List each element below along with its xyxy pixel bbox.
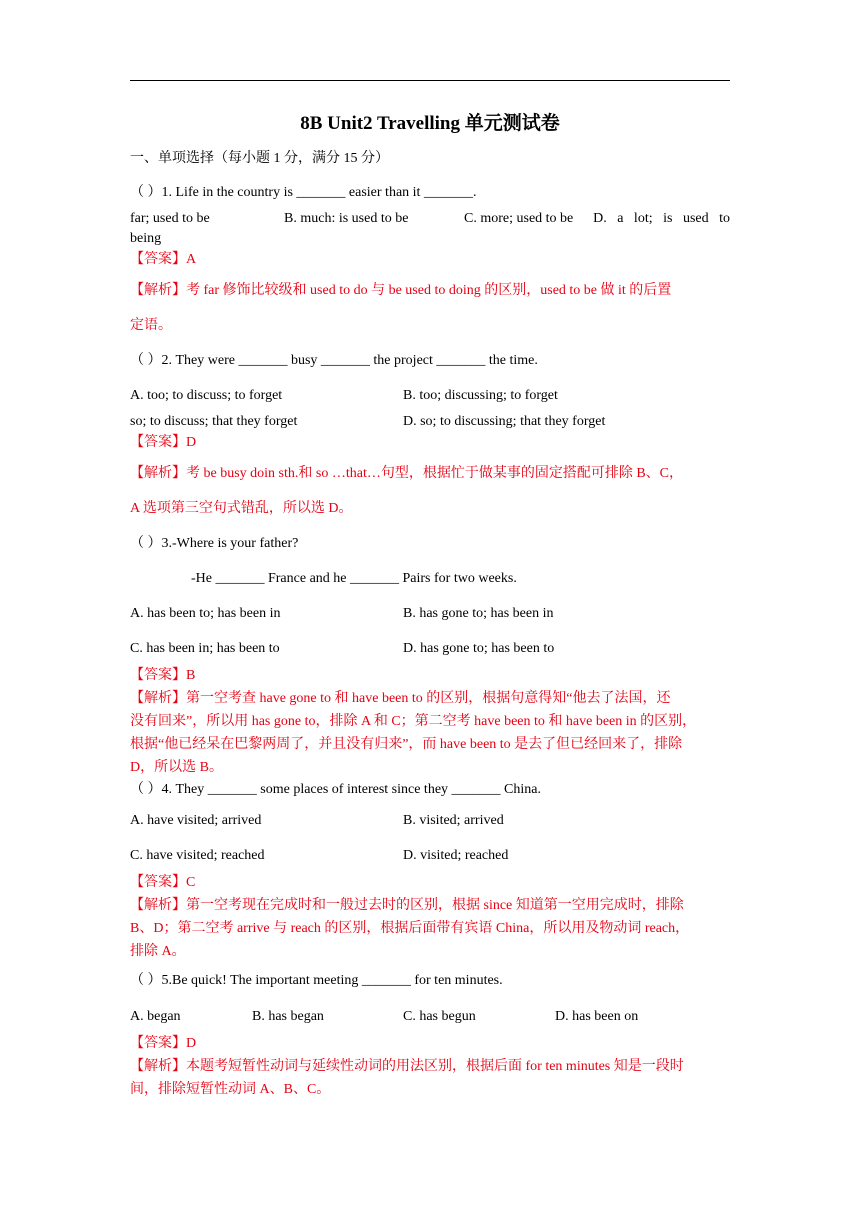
question-1-stem: （ ）1. Life in the country is _______ easier than it _______. bbox=[130, 185, 477, 200]
answer-label: 【答案】 bbox=[130, 252, 186, 267]
q1-answer bbox=[130, 251, 196, 269]
header-rule bbox=[130, 80, 730, 81]
q5-option-a: A. began bbox=[130, 1009, 181, 1024]
q1-option-d: D. a lot; is used to bbox=[593, 211, 730, 226]
q3-option-a: A. has been to; has been in bbox=[130, 606, 281, 621]
q3-option-b: B. has gone to; has been in bbox=[403, 606, 554, 621]
q2-analysis-line-1 bbox=[130, 465, 683, 483]
answer-label: 【答案】 bbox=[130, 668, 186, 683]
q3-analysis-line-4: D，所以选 B。 bbox=[130, 760, 223, 775]
analysis-label: 【解析】 bbox=[130, 283, 186, 298]
answer-label: 【答案】 bbox=[130, 1036, 186, 1051]
analysis-label: 【解析】 bbox=[130, 691, 186, 706]
analysis-label: 【解析】 bbox=[130, 466, 186, 481]
section-heading: 一、单项选择（每小题 1 分，满分 15 分） bbox=[130, 151, 389, 166]
question-5-stem: （ ）5.Be quick! The important meeting _______ for ten minutes. bbox=[130, 973, 503, 988]
analysis-text: 第一空考现在完成时和一般过去时的区别，根据 since 知道第一空用完成时，排除 bbox=[186, 898, 684, 913]
q4-option-d: D. visited; reached bbox=[403, 848, 509, 863]
answer-value: C bbox=[186, 875, 196, 890]
question-4-stem: （ ）4. They _______ some places of interest since they _______ China. bbox=[130, 782, 541, 797]
q1-option-b: B. much: is used to be bbox=[284, 211, 409, 226]
q3-analysis-line-3: 根据“他已经呆在巴黎两周了，并且没有归来”，而 have been to 是去了但已经回来了，排除 bbox=[130, 737, 683, 752]
q4-option-b: B. visited; arrived bbox=[403, 813, 504, 828]
page-title: 8B Unit2 Travelling 单元测试卷 bbox=[300, 113, 560, 134]
answer-label: 【答案】 bbox=[130, 435, 186, 450]
q2-analysis-line-2: A 选项第三空句式错乱，所以选 D。 bbox=[130, 501, 353, 516]
analysis-text: 第一空考查 have gone to 和 have been to 的区别，根据句意得知“他去了法国，还 bbox=[186, 691, 671, 706]
q3-analysis-line-1 bbox=[130, 690, 671, 708]
answer-label: 【答案】 bbox=[130, 875, 186, 890]
q3-answer bbox=[130, 667, 195, 685]
question-2-stem: （ ）2. They were _______ busy _______ the project _______ the time. bbox=[130, 353, 538, 368]
answer-value: D bbox=[186, 1036, 197, 1051]
q5-answer bbox=[130, 1035, 196, 1053]
question-3-stem-2: -He _______ France and he _______ Pairs for two weeks. bbox=[191, 571, 517, 586]
question-3-stem: （ ）3.-Where is your father? bbox=[130, 536, 299, 551]
q4-option-a: A. have visited; arrived bbox=[130, 813, 262, 828]
q4-analysis-line-1 bbox=[130, 897, 684, 915]
q1-option-a: far; used to be bbox=[130, 211, 210, 226]
q1-analysis-line-1 bbox=[130, 282, 671, 300]
q5-option-c: C. has begun bbox=[403, 1009, 476, 1024]
q5-option-b: B. has began bbox=[252, 1009, 324, 1024]
q4-analysis-line-2: B、D；第二空考 arrive 与 reach 的区别，根据后面带有宾语 China，所以用及物动词 reach， bbox=[130, 921, 690, 936]
q3-analysis-line-2: 没有回来”，所以用 has gone to，排除 A 和 C；第二空考 have been to 和 have been in 的区别， bbox=[130, 714, 697, 729]
q2-option-c: so; to discuss; that they forget bbox=[130, 414, 298, 429]
q1-option-d-cont: being bbox=[130, 231, 162, 246]
q3-option-d: D. has gone to; has been to bbox=[403, 641, 555, 656]
q5-analysis-line-2: 间，排除短暂性动词 A、B、C。 bbox=[130, 1082, 331, 1097]
q2-answer bbox=[130, 434, 196, 452]
q5-analysis-line-1 bbox=[130, 1058, 684, 1076]
analysis-label: 【解析】 bbox=[130, 1059, 186, 1074]
analysis-label: 【解析】 bbox=[130, 898, 186, 913]
analysis-text: 考 be busy doin sth.和 so …that…句型，根据忙于做某事的固定搭配可排除 B、C， bbox=[186, 466, 684, 481]
q4-answer bbox=[130, 874, 195, 892]
answer-value: A bbox=[186, 252, 197, 267]
analysis-text: 考 far 修饰比较级和 used to do 与 be used to doing 的区别，used to be 做 it 的后置 bbox=[186, 283, 672, 298]
analysis-text: 本题考短暂性动词与延续性动词的用法区别，根据后面 for ten minutes 知是一段时 bbox=[186, 1059, 684, 1074]
q5-option-d: D. has been on bbox=[555, 1009, 639, 1024]
q1-option-c: C. more; used to be bbox=[464, 211, 574, 226]
answer-value: D bbox=[186, 435, 197, 450]
q3-option-c: C. has been in; has been to bbox=[130, 641, 280, 656]
answer-value: B bbox=[186, 668, 196, 683]
q2-option-b: B. too; discussing; to forget bbox=[403, 388, 558, 403]
q4-option-c: C. have visited; reached bbox=[130, 848, 265, 863]
q1-analysis-line-2: 定语。 bbox=[130, 318, 172, 333]
q2-option-d: D. so; to discussing; that they forget bbox=[403, 414, 606, 429]
q4-analysis-line-3: 排除 A。 bbox=[130, 944, 186, 959]
q2-option-a: A. too; to discuss; to forget bbox=[130, 388, 283, 403]
